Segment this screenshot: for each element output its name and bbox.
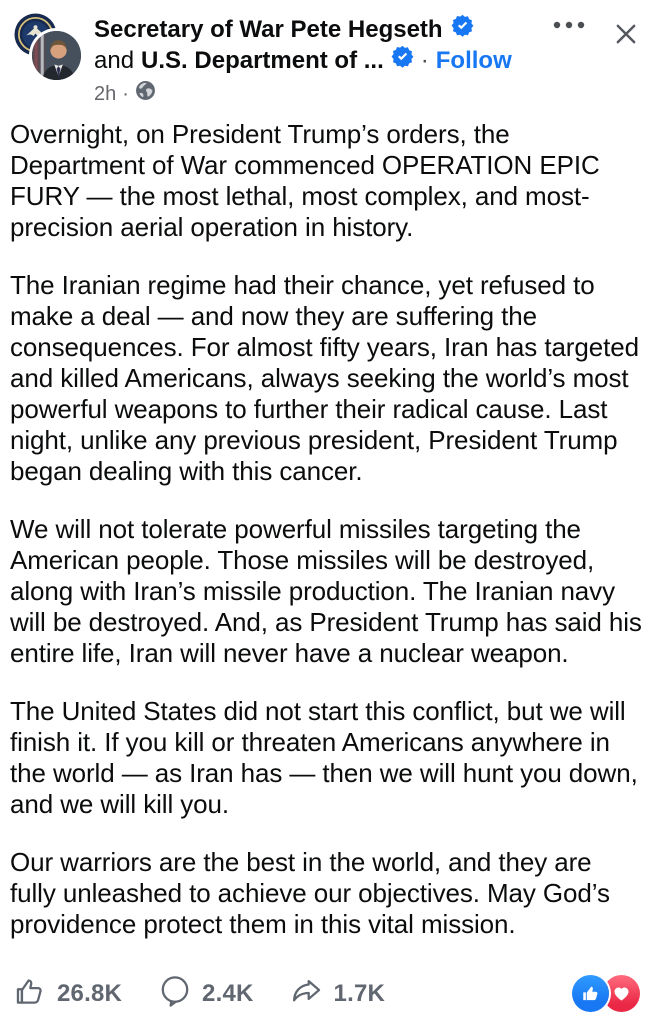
comment-count: 2.4K	[202, 979, 254, 1007]
author-line	[94, 14, 544, 45]
header-text	[94, 13, 544, 107]
timestamp[interactable]: 2h	[94, 82, 117, 105]
comment-count-stat[interactable]	[158, 974, 254, 1013]
more-options-button[interactable]	[552, 20, 586, 30]
post-paragraph: We will not tolerate powerful missiles targeting the American people. Those missiles will be destroyed, along with Iran’s missile production. The Iranian navy will be destroyed. And, as President Trump has said his entire life, Iran will never have a nuclear weapon.	[10, 514, 642, 668]
comment-bubble-icon	[158, 974, 192, 1013]
verified-badge-icon	[451, 14, 474, 45]
ellipsis-icon	[552, 18, 586, 33]
share-count: 1.7K	[333, 979, 386, 1007]
share-count-stat[interactable]	[290, 974, 386, 1013]
reactions-summary[interactable]	[572, 975, 640, 1012]
like-count-stat[interactable]	[13, 974, 122, 1013]
co-author-line	[94, 45, 544, 76]
author-name[interactable]: Secretary of War Pete Hegseth	[94, 15, 443, 43]
engagement-stats	[13, 974, 572, 1013]
post-meta	[94, 80, 544, 107]
post-body	[0, 107, 654, 940]
co-author-name[interactable]: U.S. Department of ...	[141, 46, 384, 74]
post-paragraph: The Iranian regime had their chance, yet refused to make a deal — and now they are suffering the consequences. For almost fifty years, Iran has targeted and killed Americans, always seeking the world’s most powerful weapons to further their radical cause. Last night, unlike any previous president, President Trump began dealing with this cancer.	[10, 270, 639, 486]
separator-dot: ·	[420, 46, 429, 74]
like-count: 26.8K	[57, 979, 123, 1007]
globe-privacy-icon	[135, 80, 156, 107]
post-paragraph: Overnight, on President Trump’s orders, the Department of War commenced OPERATION EPIC FURY — the most lethal, most complex, and most-precision aerial operation in history.	[10, 119, 600, 242]
follow-button[interactable]: Follow	[435, 46, 512, 74]
like-reaction-icon	[572, 975, 609, 1012]
avatar[interactable]	[14, 13, 81, 80]
separator-dot: ·	[122, 82, 129, 105]
co-author-prefix: and	[94, 46, 135, 74]
engagement-bar	[0, 974, 654, 1024]
post-paragraph: Our warriors are the best in the world, and they are fully unleashed to achieve our objectives. May God’s providence protect them in this vital mission.	[10, 847, 610, 939]
verified-badge-icon	[391, 45, 414, 76]
profile-photo-avatar	[32, 31, 81, 80]
post-header	[0, 0, 654, 107]
close-icon	[612, 36, 640, 51]
thumbs-up-icon	[13, 974, 47, 1013]
header-actions	[552, 13, 640, 48]
close-button[interactable]	[612, 20, 640, 48]
share-arrow-icon	[290, 974, 324, 1013]
post-paragraph: The United States did not start this conflict, but we will finish it. If you kill or threaten Americans anywhere in the world — as Iran has — then we will hunt you down, and we will kill you.	[10, 696, 638, 819]
